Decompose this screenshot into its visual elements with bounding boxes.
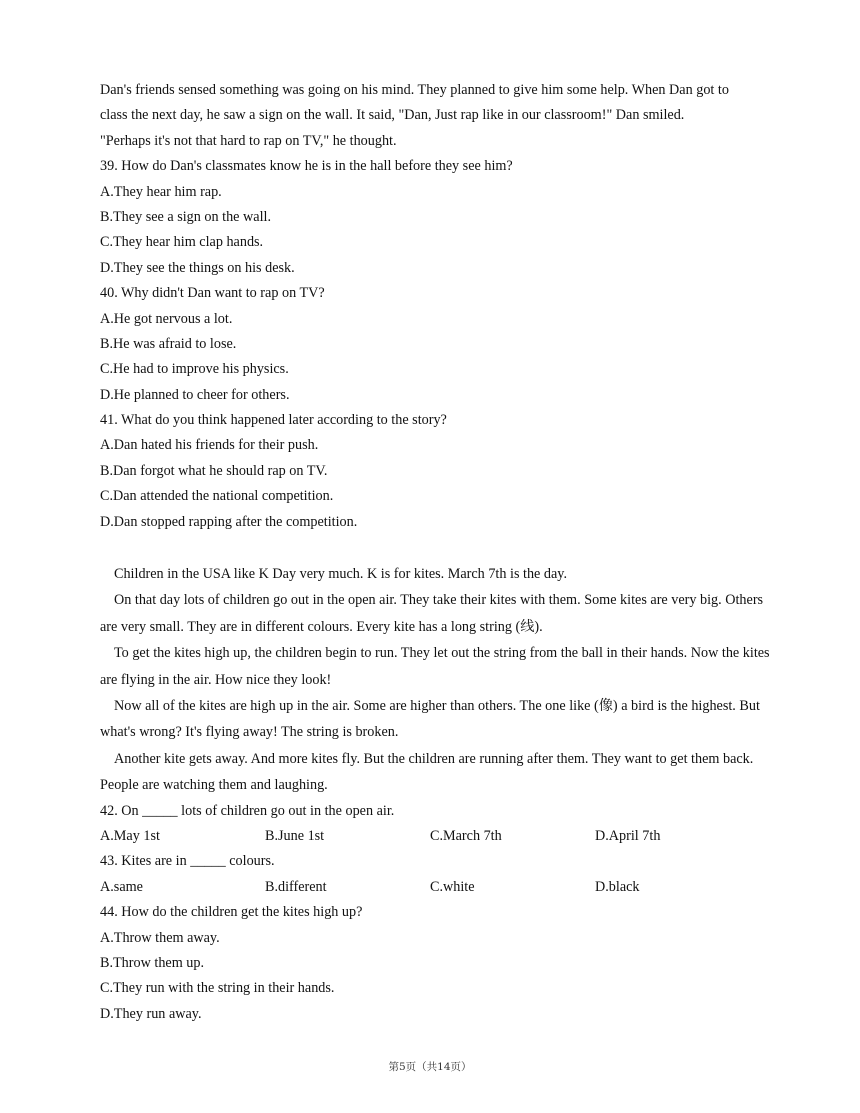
question-40: 40. Why didn't Dan want to rap on TV? xyxy=(100,285,325,302)
passage-paragraph-3: To get the kites high up, the children begin to run. They let out the string from the ball in their hands. Now the kites are flying in the air. How nice they look! xyxy=(100,645,770,688)
q42-option-d: D.April 7th xyxy=(595,828,661,845)
q42-options xyxy=(100,824,770,849)
q41-option-d: D.Dan stopped rapping after the competition. xyxy=(100,513,358,530)
q41-option-c: C.Dan attended the national competition. xyxy=(100,488,334,505)
q39-option-b: B.They see a sign on the wall. xyxy=(100,208,271,225)
q42-option-b: B.June 1st xyxy=(265,828,325,845)
q43-option-d: D.black xyxy=(595,878,640,895)
passage-paragraph-4: Now all of the kites are high up in the air. Some are higher than others. The one like (像) a bird is the highest. But what's wrong? It's flying away! The string is broken. xyxy=(100,698,760,741)
q40-option-c: C.He had to improve his physics. xyxy=(100,361,289,378)
q44-option-a: A.Throw them away. xyxy=(100,929,220,946)
q40-option-a: A.He got nervous a lot. xyxy=(100,310,233,327)
q42-option-a: A.May 1st xyxy=(100,828,160,845)
q44-option-b: B.Throw them up. xyxy=(100,955,205,972)
intro-line-1: Dan's friends sensed something was going on his mind. They planned to give him some help. When Dan got to xyxy=(100,82,729,98)
q43-option-a: A.same xyxy=(100,878,143,895)
q39-option-d: D.They see the things on his desk. xyxy=(100,259,295,276)
q44-option-c: C.They run with the string in their hands. xyxy=(100,980,335,997)
intro-line-2: class the next day, he saw a sign on the wall. It said, "Dan, Just rap like in our classroom!" Dan smiled. xyxy=(100,107,685,124)
q44-option-d: D.They run away. xyxy=(100,1005,202,1022)
question-39: 39. How do Dan's classmates know he is in the hall before they see him? xyxy=(100,158,513,175)
q43-option-c: C.white xyxy=(430,878,475,895)
q43-option-b: B.different xyxy=(265,878,327,895)
q39-option-a: A.They hear him rap. xyxy=(100,183,222,200)
q40-option-d: D.He planned to cheer for others. xyxy=(100,386,290,403)
intro-line-3: "Perhaps it's not that hard to rap on TV," he thought. xyxy=(100,132,397,149)
q43-options xyxy=(100,875,770,900)
passage-paragraph-2: On that day lots of children go out in the open air. They take their kites with them. Some kites are very big. Others are very small. They are in different colours. Every kite has a long string (线). xyxy=(100,592,764,635)
question-43: 43. Kites are in _____ colours. xyxy=(100,853,275,870)
question-41: 41. What do you think happened later according to the story? xyxy=(100,412,447,429)
page-content xyxy=(100,78,770,1027)
passage-paragraph-5: Another kite gets away. And more kites fly. But the children are running after them. They want to get them back. People are watching them and laughing. xyxy=(100,750,754,794)
question-42: 42. On _____ lots of children go out in the open air. xyxy=(100,802,395,819)
section-gap xyxy=(100,535,770,561)
q40-option-b: B.He was afraid to lose. xyxy=(100,335,237,352)
q41-option-a: A.Dan hated his friends for their push. xyxy=(100,437,319,454)
q39-option-c: C.They hear him clap hands. xyxy=(100,234,264,251)
passage-paragraph-1: Children in the USA like K Day very much. K is for kites. March 7th is the day. xyxy=(114,566,568,583)
q41-option-b: B.Dan forgot what he should rap on TV. xyxy=(100,462,328,479)
q42-option-c: C.March 7th xyxy=(430,828,502,845)
question-44: 44. How do the children get the kites high up? xyxy=(100,904,363,921)
page-footer: 第5页（共14页） xyxy=(388,1061,472,1073)
